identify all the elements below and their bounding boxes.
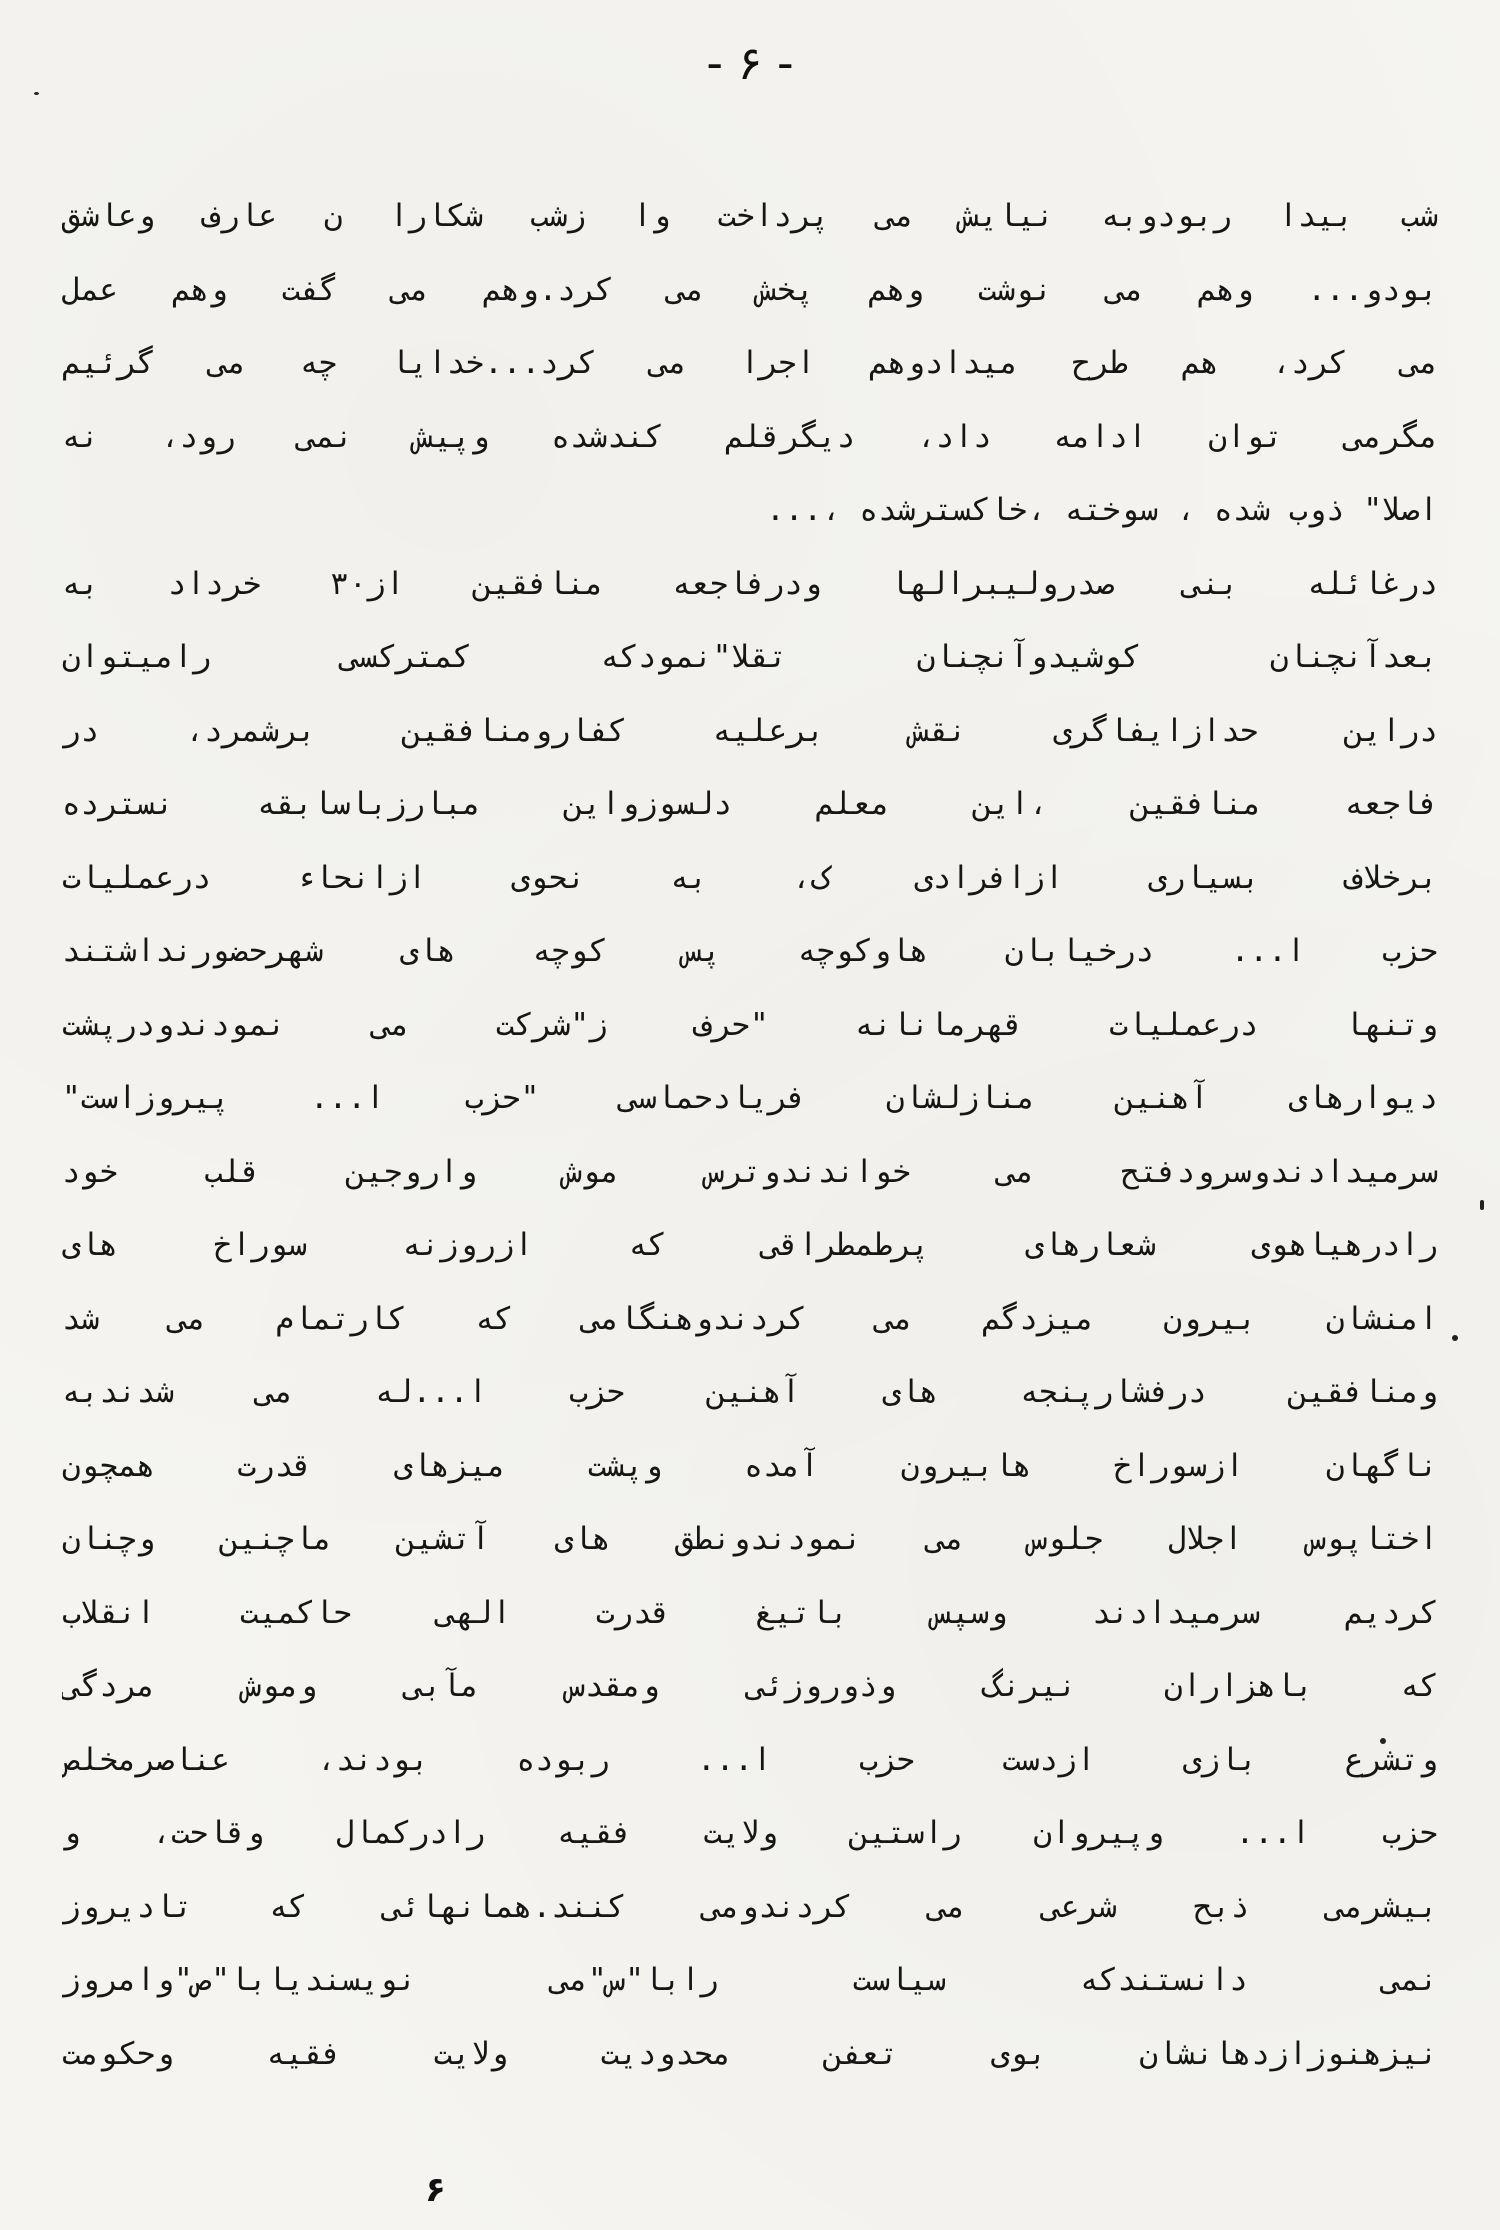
- text-line: ومنافقین درفشارپنجه های آهنین حزب ا...له می شدندبه: [62, 1374, 1438, 1410]
- text-line: سرمیدادندوسرودفتح می خواندندوترس موش واروجین قلب خود: [62, 1153, 1438, 1190]
- text-line: نمی دانستندکه سیاست رابا"س"می نویسندیابا"ص"وامروز: [62, 1962, 1438, 1998]
- text-line: اصلا" ذوب شده ، سوخته ،خاکسترشده ،...: [766, 492, 1438, 528]
- text-line: شب بیدا ربودوبه نیایش می پرداخت وا زشب شکارا ن عارف وعاشق: [62, 198, 1438, 234]
- scan-speck: [34, 92, 39, 95]
- text-line: وتنها درعملیات قهرمانانه "حرف ز"شرکت می نمودندودرپشت: [62, 1006, 1438, 1043]
- text-line: اختاپوس اجلال جلوس می نمودندونطق های آتشین ماچنین وچنان: [62, 1521, 1438, 1557]
- text-line: بودو... وهم می نوشت وهم پخش می کرد.وهم می گفت وهم عمل: [62, 271, 1438, 308]
- text-line: برخلاف بسیاری ازافرادی ک، به نحوی ازانحاء درعملیات: [62, 859, 1438, 896]
- scan-speck: [1480, 1200, 1484, 1210]
- text-line: رادرهیاهوی شعارهای پرطمطراقی که ازروزنه سوراخ های: [62, 1227, 1438, 1263]
- page-number-bottom: ۶: [425, 2170, 446, 2210]
- text-line: ناگهان ازسوراخ هابیرون آمده وپشت میزهای قدرت همچون: [62, 1447, 1438, 1484]
- text-line: حزب ا... وپیروان راستین ولایت فقیه رادرکمال وقاحت، و: [62, 1815, 1438, 1851]
- text-line: بیشرمی ذبح شرعی می کردندومی کنند.همانهائی که تادیروز: [62, 1888, 1438, 1925]
- text-line: بعدآنچنان کوشیدوآنچنان تقلا"نمودکه کمترکسی رامیتوان: [62, 639, 1438, 675]
- text-line: فاجعه منافقین ،این معلم دلسوزواین مبارزباسابقه نسترده: [62, 786, 1438, 822]
- text-line: دراین حدازایفاگری نقش برعلیه کفارومنافقین برشمرد، در: [62, 712, 1438, 749]
- text-line: وتشرع بازی ازدست حزب ا... ربوده بودند، عناصرمخلص: [62, 1741, 1438, 1778]
- text-line: امنشان بیرون میزدگم می کردندوهنگامی که کارتمام می شد: [62, 1300, 1438, 1337]
- page-number-top: - ۶ -: [706, 36, 794, 90]
- scan-speck: [1452, 1335, 1458, 1341]
- text-line: کردیم سرمیدادند وسپس باتیغ قدرت الهی حاکمیت انقلاب: [62, 1594, 1438, 1631]
- text-line: که باهزاران نیرنگ وذوروزئی ومقدس مآبی وموش مردگی: [62, 1668, 1438, 1704]
- text-line: درغائله بنی صدرولیبرالها ودرفاجعه منافقین از۳۰ خرداد به: [62, 565, 1438, 602]
- text-line: حزب ا... درخیابان هاوکوچه پس کوچه های شهرحضورنداشتند: [62, 933, 1438, 969]
- document-body: [62, 180, 1438, 2091]
- text-line: می کرد، هم طرح میدادوهم اجرا می کرد...خدایا چه می گرئیم: [62, 345, 1438, 381]
- text-line: مگرمی توان ادامه داد، دیگرقلم کندشده وپیش نمی رود، نه: [62, 418, 1438, 455]
- text-line: نیزهنوزازدهانشان بوی تعفن محدودیت ولایت فقیه وحکومت: [62, 2035, 1438, 2072]
- text-line: دیوارهای آهنین منازلشان فریادحماسی "حزب ا... پیروزاست": [62, 1080, 1438, 1116]
